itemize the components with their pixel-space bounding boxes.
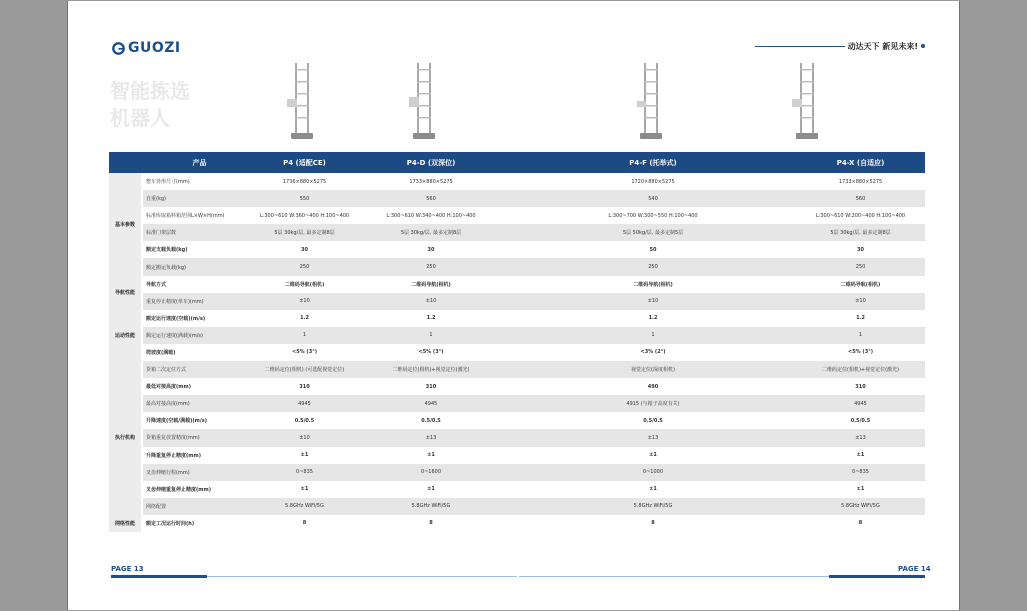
watermark-title xyxy=(110,78,230,132)
row-group-label: 基本参数 xyxy=(109,173,142,276)
spec-value: 8 xyxy=(257,515,352,532)
footer-bar-left xyxy=(111,575,207,578)
spec-value: 1 xyxy=(352,327,510,344)
spec-value: L:300~700 W:300~550 H:100~400 xyxy=(510,207,796,224)
spec-value: L:300~610 W:200~400 H:100~400 xyxy=(796,207,925,224)
spec-attribute: 标准库取箱料箱范围L×W×H(mm) xyxy=(142,207,257,224)
table-row xyxy=(109,276,925,293)
header-product: 产品 xyxy=(142,152,257,173)
spec-value: 250 xyxy=(257,258,352,275)
spec-value: 二维码定位(相机) (可选配视觉定位) xyxy=(257,361,352,378)
spec-attribute: 最低对接高度(mm) xyxy=(142,378,257,395)
spec-attribute: 货箱重复放置精度(mm) xyxy=(142,429,257,446)
spec-value: 0~1000 xyxy=(510,464,796,481)
spec-value: 1733×880×5275 xyxy=(796,173,925,190)
spec-value: 5.8GHz WiFi/5G xyxy=(352,498,510,515)
spec-value: 250 xyxy=(352,258,510,275)
page-number-right: PAGE 14 xyxy=(898,565,931,573)
spec-attribute: 网络配置 xyxy=(142,498,257,515)
spec-value: 0.5/0.5 xyxy=(257,412,352,429)
spec-value: ±1 xyxy=(257,447,352,464)
spec-value: 8 xyxy=(796,515,925,532)
spec-value: 1 xyxy=(796,327,925,344)
spec-value: ±10 xyxy=(257,429,352,446)
spec-value: 5.8GHz WiFi/5G xyxy=(796,498,925,515)
spec-attribute: 额定搬运负载(kg) xyxy=(142,258,257,275)
table-row xyxy=(109,361,925,378)
robot-p4-d-image xyxy=(407,61,439,141)
spec-value: 5.8GHz WiFi/5G xyxy=(510,498,796,515)
spec-table-header xyxy=(109,152,925,173)
table-row xyxy=(109,344,925,361)
spec-value: 1733×880×5275 xyxy=(352,173,510,190)
table-row xyxy=(109,207,925,224)
spec-value: 310 xyxy=(796,378,925,395)
guozi-logo-icon xyxy=(112,42,125,55)
spec-attribute: 整车外形尺寸(mm) xyxy=(142,173,257,190)
spec-attribute: 叉齿伸缩行程(mm) xyxy=(142,464,257,481)
spec-value: 二维码定位(相机)+视觉定位(激光) xyxy=(796,361,925,378)
table-row xyxy=(109,481,925,498)
table-row xyxy=(109,173,925,190)
spec-value: 560 xyxy=(352,190,510,207)
table-row xyxy=(109,395,925,412)
row-group-label: 网络性能 xyxy=(109,515,142,532)
spec-value: 0.5/0.5 xyxy=(510,412,796,429)
spec-value: 1.2 xyxy=(510,310,796,327)
table-row xyxy=(109,447,925,464)
spec-value: ±1 xyxy=(352,481,510,498)
spec-value: 5.8GHz WiFi/5G xyxy=(257,498,352,515)
spec-attribute: 额定支载负载(kg) xyxy=(142,241,257,258)
spec-value: 1.2 xyxy=(796,310,925,327)
spec-value: 5层 30kg/层, 最多定制8层 xyxy=(796,224,925,241)
spec-attribute: 额定运行速度(空载)(m/s) xyxy=(142,310,257,327)
spec-value: 8 xyxy=(510,515,796,532)
spec-value: <5% (3°) xyxy=(352,344,510,361)
spec-value: 0~835 xyxy=(257,464,352,481)
row-group-label: 运动性能 xyxy=(109,310,142,361)
slogan-divider xyxy=(755,46,845,47)
spec-value: 1720×880×5275 xyxy=(510,173,796,190)
spec-value: 0.5/0.5 xyxy=(352,412,510,429)
table-row xyxy=(109,429,925,446)
spec-value: ±13 xyxy=(352,429,510,446)
row-group-label: 导航性能 xyxy=(109,276,142,310)
footer-line-left xyxy=(207,576,517,577)
spec-value: ±13 xyxy=(796,429,925,446)
robot-p4-image xyxy=(285,61,317,141)
spec-value: 0~1600 xyxy=(352,464,510,481)
spec-value: 1736×880×5275 xyxy=(257,173,352,190)
spec-value: ±10 xyxy=(257,293,352,310)
robot-p4-x-image xyxy=(790,61,822,141)
header-model-p4-d: P4-D (双深位) xyxy=(352,152,510,173)
spec-value: 视觉定位(深度相机) xyxy=(510,361,796,378)
brand-logo xyxy=(112,39,181,57)
row-group-label: 执行机构 xyxy=(109,361,142,515)
table-row xyxy=(109,498,925,515)
spec-value: L:300~610 W:340~400 H:100~400 xyxy=(352,207,510,224)
spec-value: 0~835 xyxy=(796,464,925,481)
spec-value: 4945 xyxy=(352,395,510,412)
table-row xyxy=(109,293,925,310)
spec-value: 4945 xyxy=(257,395,352,412)
spec-attribute: 标准门架层数 xyxy=(142,224,257,241)
spec-value: 二维码导航(相机) xyxy=(257,276,352,293)
table-row xyxy=(109,310,925,327)
spec-value: 二维码导航(相机) xyxy=(796,276,925,293)
spec-attribute: 重复停止精度(单车)(mm) xyxy=(142,293,257,310)
spec-value: ±1 xyxy=(352,447,510,464)
spec-value: 490 xyxy=(510,378,796,395)
table-row xyxy=(109,190,925,207)
spec-value: 540 xyxy=(510,190,796,207)
header-corner xyxy=(109,152,142,173)
spec-value: 二维码定位(相机)+视觉定位(激光) xyxy=(352,361,510,378)
spec-value: ±10 xyxy=(796,293,925,310)
table-row xyxy=(109,515,925,532)
spec-value: 250 xyxy=(510,258,796,275)
spec-attribute: 导航方式 xyxy=(142,276,257,293)
spec-value: 1 xyxy=(510,327,796,344)
spec-value: 30 xyxy=(352,241,510,258)
spec-value: ±1 xyxy=(796,447,925,464)
spec-value: 1.2 xyxy=(352,310,510,327)
spec-value: 560 xyxy=(796,190,925,207)
spec-value: 5层 30kg/层, 最多定制8层 xyxy=(257,224,352,241)
spec-value: 5层 50kg/层, 最多定制5层 xyxy=(510,224,796,241)
spec-value: 二维码导航(相机) xyxy=(510,276,796,293)
watermark-title-line-1: 智能拣选 xyxy=(110,79,190,103)
spec-value: ±1 xyxy=(257,481,352,498)
table-row xyxy=(109,464,925,481)
header-model-p4-x: P4-X (自适应) xyxy=(796,152,925,173)
spec-value: 4945 xyxy=(796,395,925,412)
table-row xyxy=(109,258,925,275)
spec-attribute: 额定工况运行时间(h) xyxy=(142,515,257,532)
watermark-title-line-2: 机器人 xyxy=(110,106,170,130)
footer-line-right xyxy=(519,576,829,577)
slogan xyxy=(755,39,925,53)
slogan-text: 动达天下 新见未来! xyxy=(847,41,918,51)
table-row xyxy=(109,412,925,429)
spec-attribute: 升降重复停止精度(mm) xyxy=(142,447,257,464)
spec-value: <3% (2°) xyxy=(510,344,796,361)
spec-value: <5% (3°) xyxy=(257,344,352,361)
spec-attribute: 货箱二次定位方式 xyxy=(142,361,257,378)
slogan-dot xyxy=(921,44,925,48)
spec-value: 310 xyxy=(352,378,510,395)
spec-value: 5层 30kg/层, 最多定制8层 xyxy=(352,224,510,241)
spec-value: 50 xyxy=(510,241,796,258)
spec-value: 二维码导航(相机) xyxy=(352,276,510,293)
table-row xyxy=(109,224,925,241)
spec-attribute: 升降速度(空载/满载)(m/s) xyxy=(142,412,257,429)
spec-attribute: 爬坡度(满载) xyxy=(142,344,257,361)
footer-bar-right xyxy=(829,575,925,578)
spec-value: ±10 xyxy=(352,293,510,310)
spec-value: 1 xyxy=(257,327,352,344)
robot-p4-f-image xyxy=(634,61,666,141)
spec-value: ±10 xyxy=(510,293,796,310)
spec-table-body xyxy=(109,173,925,532)
spec-value: 30 xyxy=(796,241,925,258)
spec-attribute: 自重(kg) xyxy=(142,190,257,207)
header-model-p4: P4 (适配CE) xyxy=(257,152,352,173)
spec-table xyxy=(109,152,925,532)
spec-value: <5% (3°) xyxy=(796,344,925,361)
spec-value: 0.5/0.5 xyxy=(796,412,925,429)
table-row xyxy=(109,327,925,344)
spec-value: ±1 xyxy=(510,447,796,464)
spec-attribute: 最高对接高度(mm) xyxy=(142,395,257,412)
spec-attribute: 额定运行速度(满载)(m/s) xyxy=(142,327,257,344)
page-number-left: PAGE 13 xyxy=(111,565,144,573)
brand-logo-text: GUOZI xyxy=(128,40,181,56)
table-row xyxy=(109,378,925,395)
spec-value: 1.2 xyxy=(257,310,352,327)
spec-value: 250 xyxy=(796,258,925,275)
header-model-p4-f: P4-F (托举式) xyxy=(510,152,796,173)
spec-value: 550 xyxy=(257,190,352,207)
table-row xyxy=(109,241,925,258)
spec-value: 4915 (与箱子高度有关) xyxy=(510,395,796,412)
spec-sheet-page xyxy=(67,1,960,610)
spec-value: ±13 xyxy=(510,429,796,446)
spec-value: 8 xyxy=(352,515,510,532)
spec-value: 30 xyxy=(257,241,352,258)
spec-value: 310 xyxy=(257,378,352,395)
spec-value: ±1 xyxy=(510,481,796,498)
spec-attribute: 叉齿伸缩重复停止精度(mm) xyxy=(142,481,257,498)
spec-value: ±1 xyxy=(796,481,925,498)
spec-value: L:300~610 W:360~400 H:100~400 xyxy=(257,207,352,224)
